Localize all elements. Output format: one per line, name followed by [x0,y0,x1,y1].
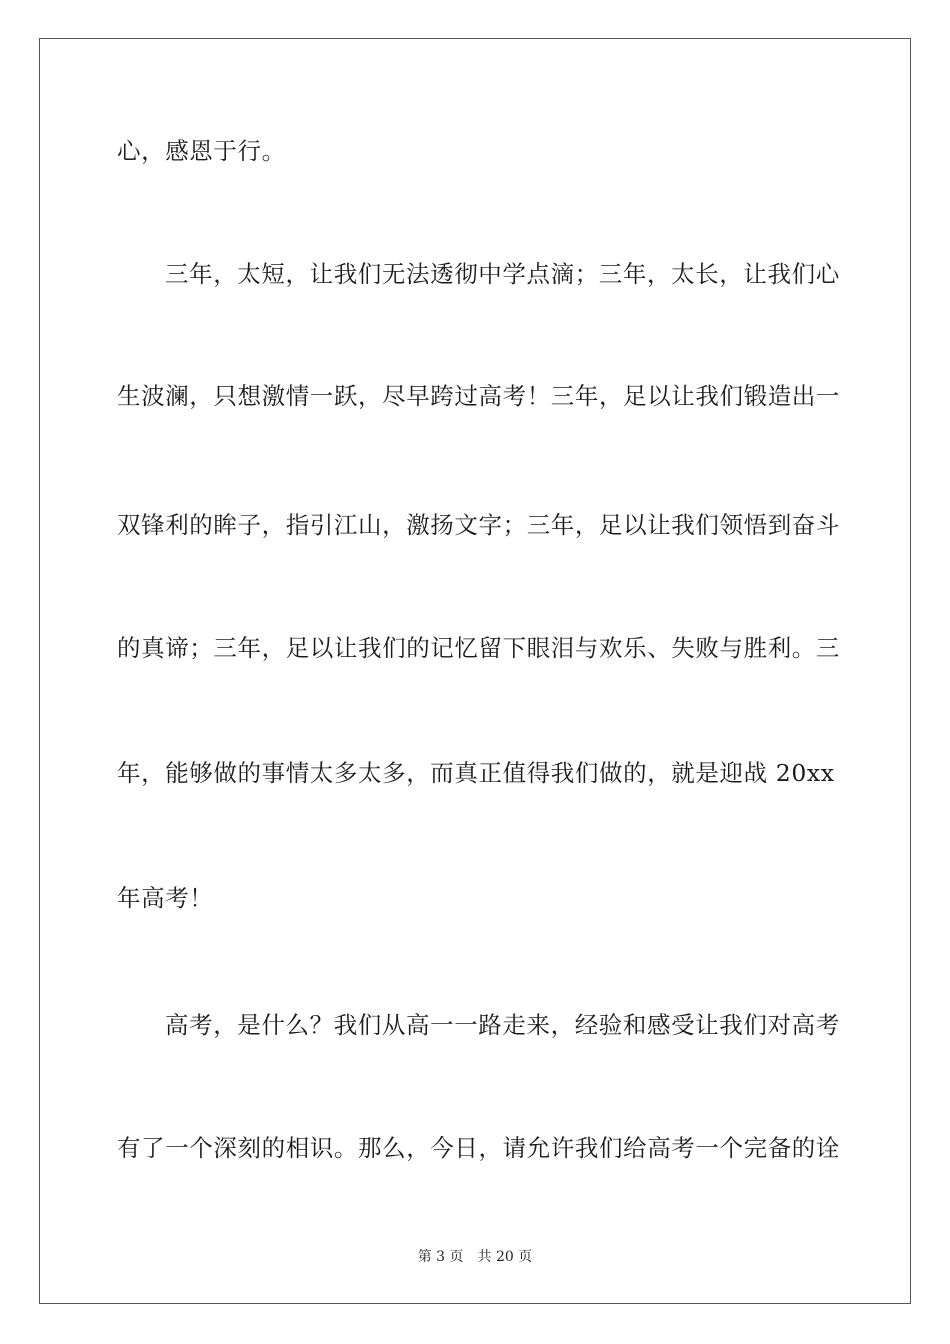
text-line-4: 双锋利的眸子，指引江山，激扬文字；三年，足以让我们领悟到奋斗 [117,511,840,539]
text-line-6: 年，能够做的事情太多太多，而真正值得我们做的，就是迎战 20xx [117,759,835,787]
text-line-2: 三年，太短，让我们无法透彻中学点滴；三年，太长，让我们心 [165,260,840,288]
text-line-7: 年高考！ [117,884,214,912]
page-border [39,38,911,1304]
page-total: 共 20 页 [477,1249,533,1265]
text-line-3: 生波澜，只想激情一跃，尽早跨过高考！三年，足以让我们锻造出一 [117,382,840,410]
text-line-9: 有了一个深刻的相识。那么，今日，请允许我们给高考一个完备的诠 [117,1134,840,1162]
text-line-8: 高考，是什么？我们从高一一路走来，经验和感受让我们对高考 [165,1011,840,1039]
text-line-1: 心，感恩于行。 [117,137,286,165]
page-footer [0,1248,950,1266]
page-number: 第 3 页 [417,1249,464,1265]
text-line-5: 的真谛；三年，足以让我们的记忆留下眼泪与欢乐、失败与胜利。三 [117,634,840,662]
